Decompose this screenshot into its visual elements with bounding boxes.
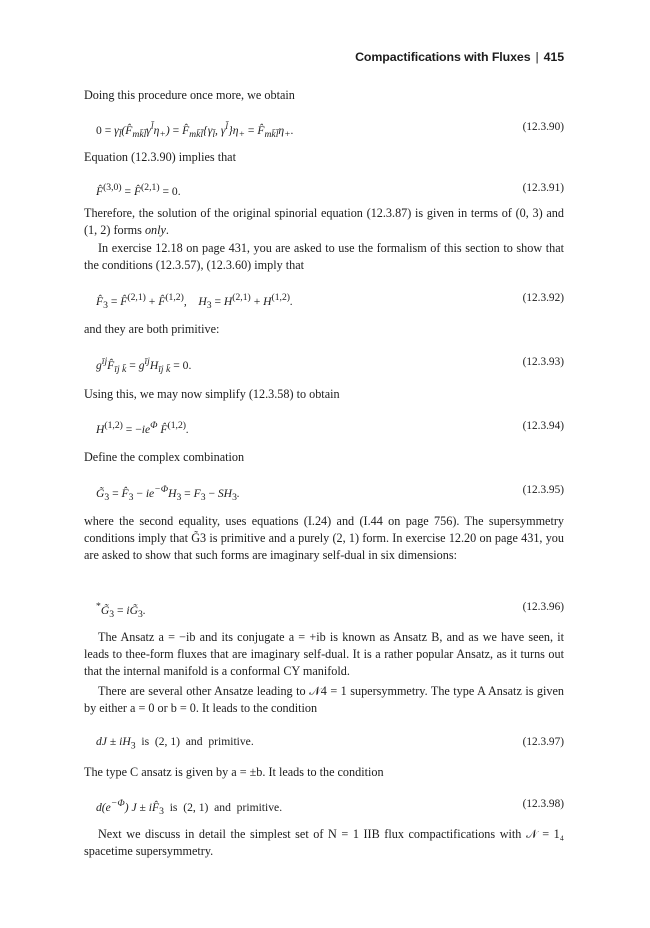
paragraph: The Ansatz a = −ib and its conjugate a = +ib is known as Ansatz B, and as we have seen, it leads to thee-form fluxes that are imaginary self-dual. It is a rather popular Ansatz, as it turns out that the internal manifold is a conformal CY manifold. xyxy=(84,630,564,678)
equation-number: (12.3.98) xyxy=(522,798,564,810)
equation-number: (12.3.90) xyxy=(522,121,564,133)
paragraph: Define the complex combination xyxy=(84,450,245,464)
equation-12-3-92 xyxy=(96,289,564,312)
equation-12-3-91 xyxy=(96,179,564,197)
paragraph: The type C ansatz is given by a = ±b. It leads to the condition xyxy=(84,765,384,779)
paragraph: Equation (12.3.90) implies that xyxy=(84,150,236,164)
equation-body: $^*G̃_3$ = $iG̃_3$. xyxy=(96,601,146,621)
paragraph: Next we discuss in detail the simplest set of N = 1 IIB flux compactifications with 𝒩 = 1₄ spacetime supersymmetry. xyxy=(84,827,564,858)
chapter-title: Compactifications with Fluxes xyxy=(355,50,531,64)
equation-number: (12.3.96) xyxy=(522,601,564,613)
equation-number: (12.3.94) xyxy=(522,420,564,432)
equation-12-3-90 xyxy=(96,118,564,141)
equation-12-3-94 xyxy=(96,417,564,435)
equation-number: (12.3.93) xyxy=(522,356,564,368)
equation-body: F̂$^{(3,0)}$ = F̂$^{(2,1)}$ = 0. xyxy=(96,182,181,198)
equation-body: $g^{īj}F̂_{īj k̄} = g^{īj}H_{īj k̄} = 0$. xyxy=(96,356,192,376)
paragraph: and they are both primitive: xyxy=(84,322,220,336)
header-separator: | xyxy=(535,50,539,64)
equation-body: $F̂_3$ = F̂$^{(2,1)}$ + F̂$^{(1,2)}$, $H_3 = H^{(2,1)} + H^{(1,2)}$. xyxy=(96,292,293,312)
equation-12-3-98 xyxy=(96,795,564,818)
equation-body: $d(e^{-\Phi}) J$ ± $iF̂_3$ is (2, 1) and primitive. xyxy=(96,798,283,818)
equation-number: (12.3.92) xyxy=(522,292,564,304)
paragraph: Using this, we may now simplify (12.3.58) to obtain xyxy=(84,387,340,401)
equation-body: $H^{(1,2)} = -ie^\Phi$ F̂$^{(1,2)}$. xyxy=(96,420,189,436)
equation-body: $G̃_3$ = $F̂_3 - ie^{-\Phi}H_3 = F_3 - SH_3$. xyxy=(96,484,240,504)
paragraph: There are several other Ansatze leading to 𝒩4 = 1 supersymmetry. The type A Ansatz is given by either a = 0 or b = 0. It leads to the condition xyxy=(84,684,564,715)
text-run: Therefore, the solution of the original spinorial equation (12.3.87) is given in terms of (0, 3) and (1, 2) forms xyxy=(84,206,564,237)
paragraph: Doing this procedure once more, we obtain xyxy=(84,88,295,102)
equation-12-3-97 xyxy=(96,733,564,751)
running-head xyxy=(355,50,564,64)
equation-12-3-95 xyxy=(96,481,564,504)
equation-number: (12.3.97) xyxy=(522,736,564,748)
page-number: 415 xyxy=(543,50,564,64)
equation-body: dJ ± $iH_3$ is (2, 1) and primitive. xyxy=(96,735,254,752)
equation-number: (12.3.95) xyxy=(522,484,564,496)
paragraph: In exercise 12.18 on page 431, you are asked to use the formalism of this section to show that the conditions (12.3.57), (12.3.60) imply that xyxy=(84,241,564,272)
equation-12-3-93 xyxy=(96,353,564,376)
equation-body: $0 = \gamma_{l̄}(F̂_{mk̄l̄}\gamma^{l̄}\eta_+)$ = $F̂_{mk̄l̄}\{\gamma_{l̄}$, $\gamma^{l̄}\}\eta_+$ = $F̂_{mk̄l̄}\eta_+$. xyxy=(96,121,294,141)
paragraph xyxy=(84,205,564,239)
paragraph: where the second equality, uses equations (I.24) and (I.44 on page 756). The supersymmetry conditions imply that G̃3 is primitive and a purely (2, 1) form. In exercise 12.20 on page 431, you are asked to show that such forms are imaginary self-dual in six dimensions: xyxy=(84,514,564,562)
text-run: . xyxy=(165,223,169,237)
equation-number: (12.3.91) xyxy=(522,182,564,194)
equation-12-3-96 xyxy=(96,598,564,621)
emphasis: only xyxy=(144,223,166,237)
